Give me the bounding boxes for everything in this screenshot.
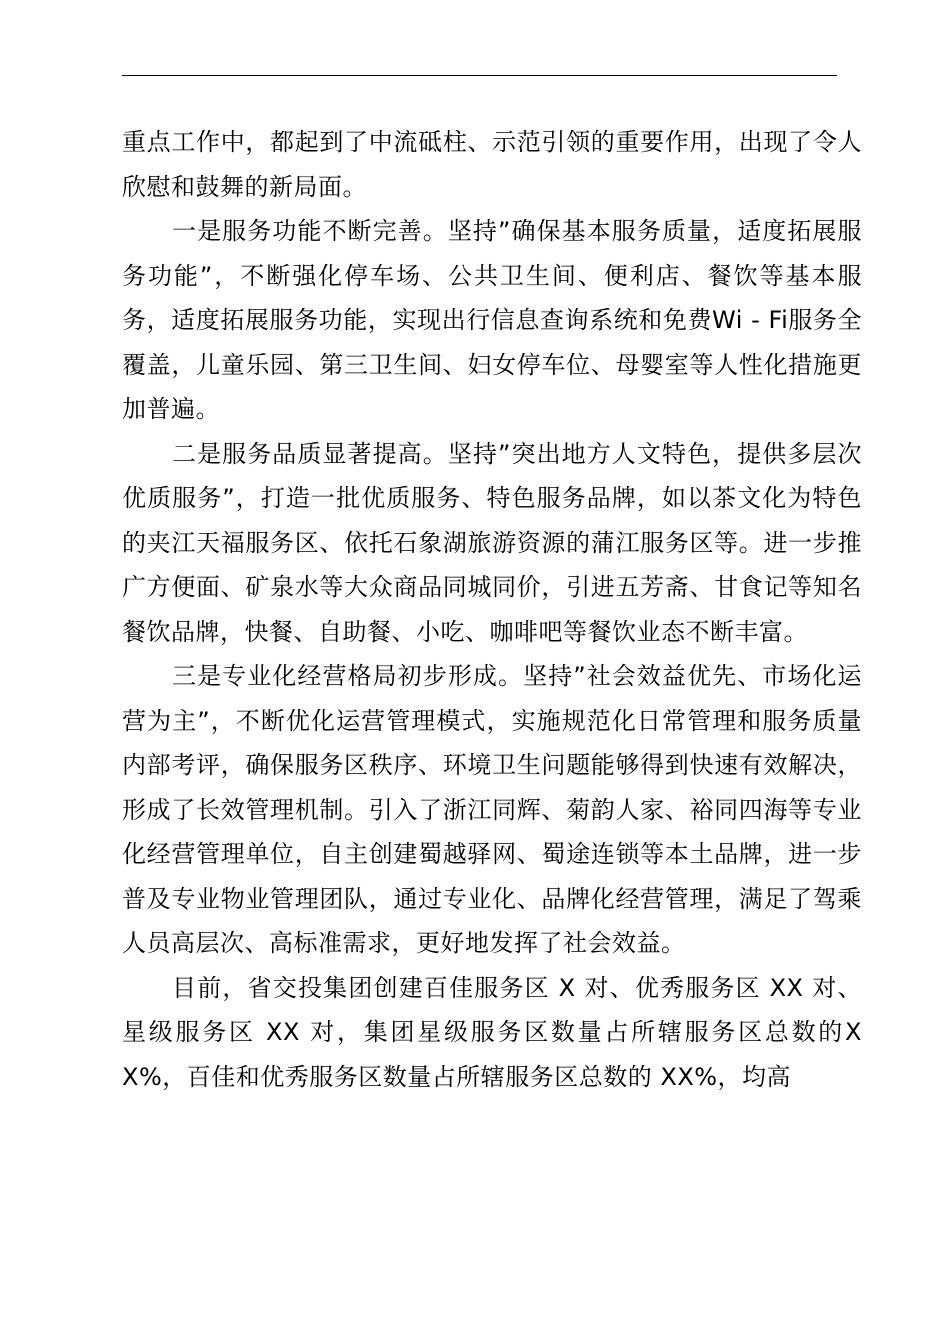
paragraph-current-status: 目前，省交投集团创建百佳服务区 X 对、优秀服务区 XX 对、星级服务区 XX 对，集团星级服务区数量占所辖服务区总数的XX%，百佳和优秀服务区数量占所辖服务区总数的 XX%，均高 (122, 973, 862, 1091)
header-rule (122, 75, 837, 76)
paragraph-service-function: 一是服务功能不断完善。坚持”确保基本服务质量，适度拓展服务功能”，不断强化停车场、公共卫生间、便利店、餐饮等基本服务，适度拓展服务功能，实现出行信息查询系统和免费Wi - Fi服务全覆盖，儿童乐园、第三卫生间、妇女停车位、母婴室等人性化措施更加普遍。 (122, 217, 862, 423)
paragraph-professional-operation: 三是专业化经营格局初步形成。坚持”社会效益优先、市场化运营为主”，不断优化运营管理模式，实施规范化日常管理和服务质量内部考评，确保服务区秩序、环境卫生问题能够得到快速有效解决，形成了长效管理机制。引入了浙江同辉、菊韵人家、裕同四海等专业化经营管理单位，自主创建蜀越驿网、蜀途连锁等本土品牌，进一步普及专业物业管理团队，通过专业化、品牌化经营管理，满足了驾乘人员高层次、高标准需求，更好地发挥了社会效益。 (122, 662, 862, 957)
paragraph-continuation: 重点工作中，都起到了中流砥柱、示范引领的重要作用，出现了令人欣慰和鼓舞的新局面。 (122, 128, 862, 201)
paragraph-service-quality: 二是服务品质显著提高。坚持”突出地方人文特色，提供多层次优质服务”，打造一批优质服务、特色服务品牌，如以茶文化为特色的夹江天福服务区、依托石象湖旅游资源的蒲江服务区等。进一步推广方便面、矿泉水等大众商品同城同价，引进五芳斋、甘食记等知名餐饮品牌，快餐、自助餐、小吃、咖啡吧等餐饮业态不断丰富。 (122, 439, 862, 646)
document-body (122, 120, 862, 1099)
